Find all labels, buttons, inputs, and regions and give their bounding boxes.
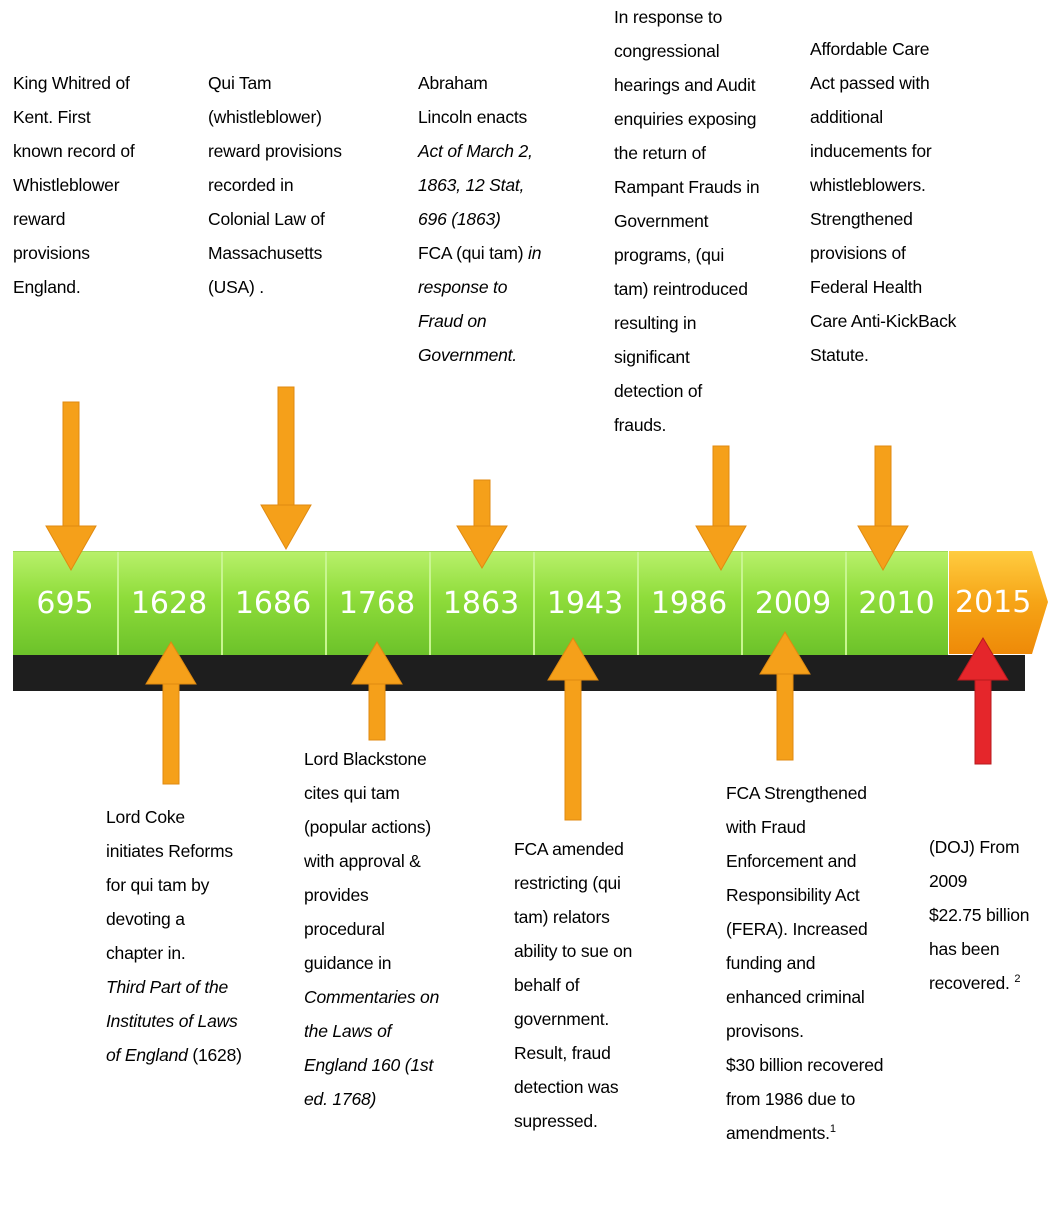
- event-1863-text: [418, 66, 541, 372]
- year-1943: 1943: [533, 552, 639, 655]
- event-1628-text: [106, 800, 242, 1072]
- event-2015-text: [929, 830, 1057, 1000]
- event-2015-recovered: (DOJ) From 2009 $22.75 billion has been recovered.: [929, 837, 1030, 993]
- event-2010-text: Affordable Care Act passed with additional inducements for whistleblowers. Strengthened provisions of Federal Health Care Anti-KickBack Statute.: [810, 39, 957, 365]
- arrow-up-1628: [144, 640, 198, 786]
- year-1686: 1686: [221, 552, 327, 655]
- year-695: 695: [13, 552, 119, 655]
- event-1628-intro: Lord Coke initiates Reforms for qui tam by devoting a chapter in.: [106, 807, 233, 963]
- event-2009-recovered: $30 billion recovered from 1986 due to amendments.: [726, 1055, 884, 1143]
- event-1943-text: FCA amended restricting (qui tam) relators ability to sue on behalf of government. Result, fraud detection was supressed.: [514, 839, 633, 1131]
- arrow-down-2010: [856, 444, 910, 572]
- event-1986-text: In response to congressional hearings and Audit enquiries exposing the return of Rampant Frauds in Government programs, (qui tam) reintroduced resulting in significant detection of frauds.: [614, 7, 760, 435]
- year-1863: 1863: [429, 552, 535, 655]
- event-2009-footnote: 1: [829, 1123, 836, 1136]
- year-2015: 2015: [955, 585, 1032, 620]
- arrow-down-1686: [259, 385, 313, 551]
- arrow-down-695: [44, 400, 98, 572]
- arrow-down-1863: [455, 478, 509, 570]
- year-2010: 2010: [858, 586, 935, 621]
- arrow-up-2015: [956, 636, 1010, 766]
- event-1863-fca-italic: in response to Fraud on Government.: [418, 243, 542, 365]
- arrow-up-2009: [758, 630, 812, 762]
- year-2009: 2009: [741, 552, 847, 655]
- year-1768: 1768: [325, 552, 431, 655]
- event-1628-book-title: Third Part of the Institutes of Laws of England: [106, 977, 238, 1065]
- event-1863-intro: Abraham Lincoln enacts: [418, 73, 528, 127]
- event-1863-fca: FCA (qui tam): [418, 243, 524, 263]
- arrow-up-1768: [350, 640, 404, 742]
- event-1768-book-title: Commentaries on the Laws of England 160 (1st ed. 1768): [304, 987, 440, 1109]
- event-1686-text: Qui Tam (whistleblower) reward provisions recorded in Colonial Law of Massachusetts (USA) .: [208, 73, 342, 297]
- event-695-text: King Whitred of Kent. First known record of Whistleblower reward provisions England.: [13, 73, 135, 297]
- arrow-down-1986: [694, 444, 748, 572]
- event-2015-footnote: 2: [1014, 973, 1021, 986]
- year-1986: 1986: [637, 552, 743, 655]
- event-1768-text: [304, 742, 439, 1116]
- arrow-up-1943: [546, 636, 600, 822]
- event-2009-text: [726, 776, 883, 1150]
- event-1628-year: (1628): [187, 1045, 242, 1065]
- year-1628: 1628: [117, 552, 223, 655]
- event-2009-fera: FCA Strengthened with Fraud Enforcement and Responsibility Act (FERA). Increased funding and enhanced criminal provisons.: [726, 783, 868, 1041]
- event-1768-intro: Lord Blackstone cites qui tam (popular actions) with approval & provides procedural guidance in: [304, 749, 431, 973]
- event-1863-act-title: Act of March 2, 1863, 12 Stat, 696 (1863): [418, 141, 533, 229]
